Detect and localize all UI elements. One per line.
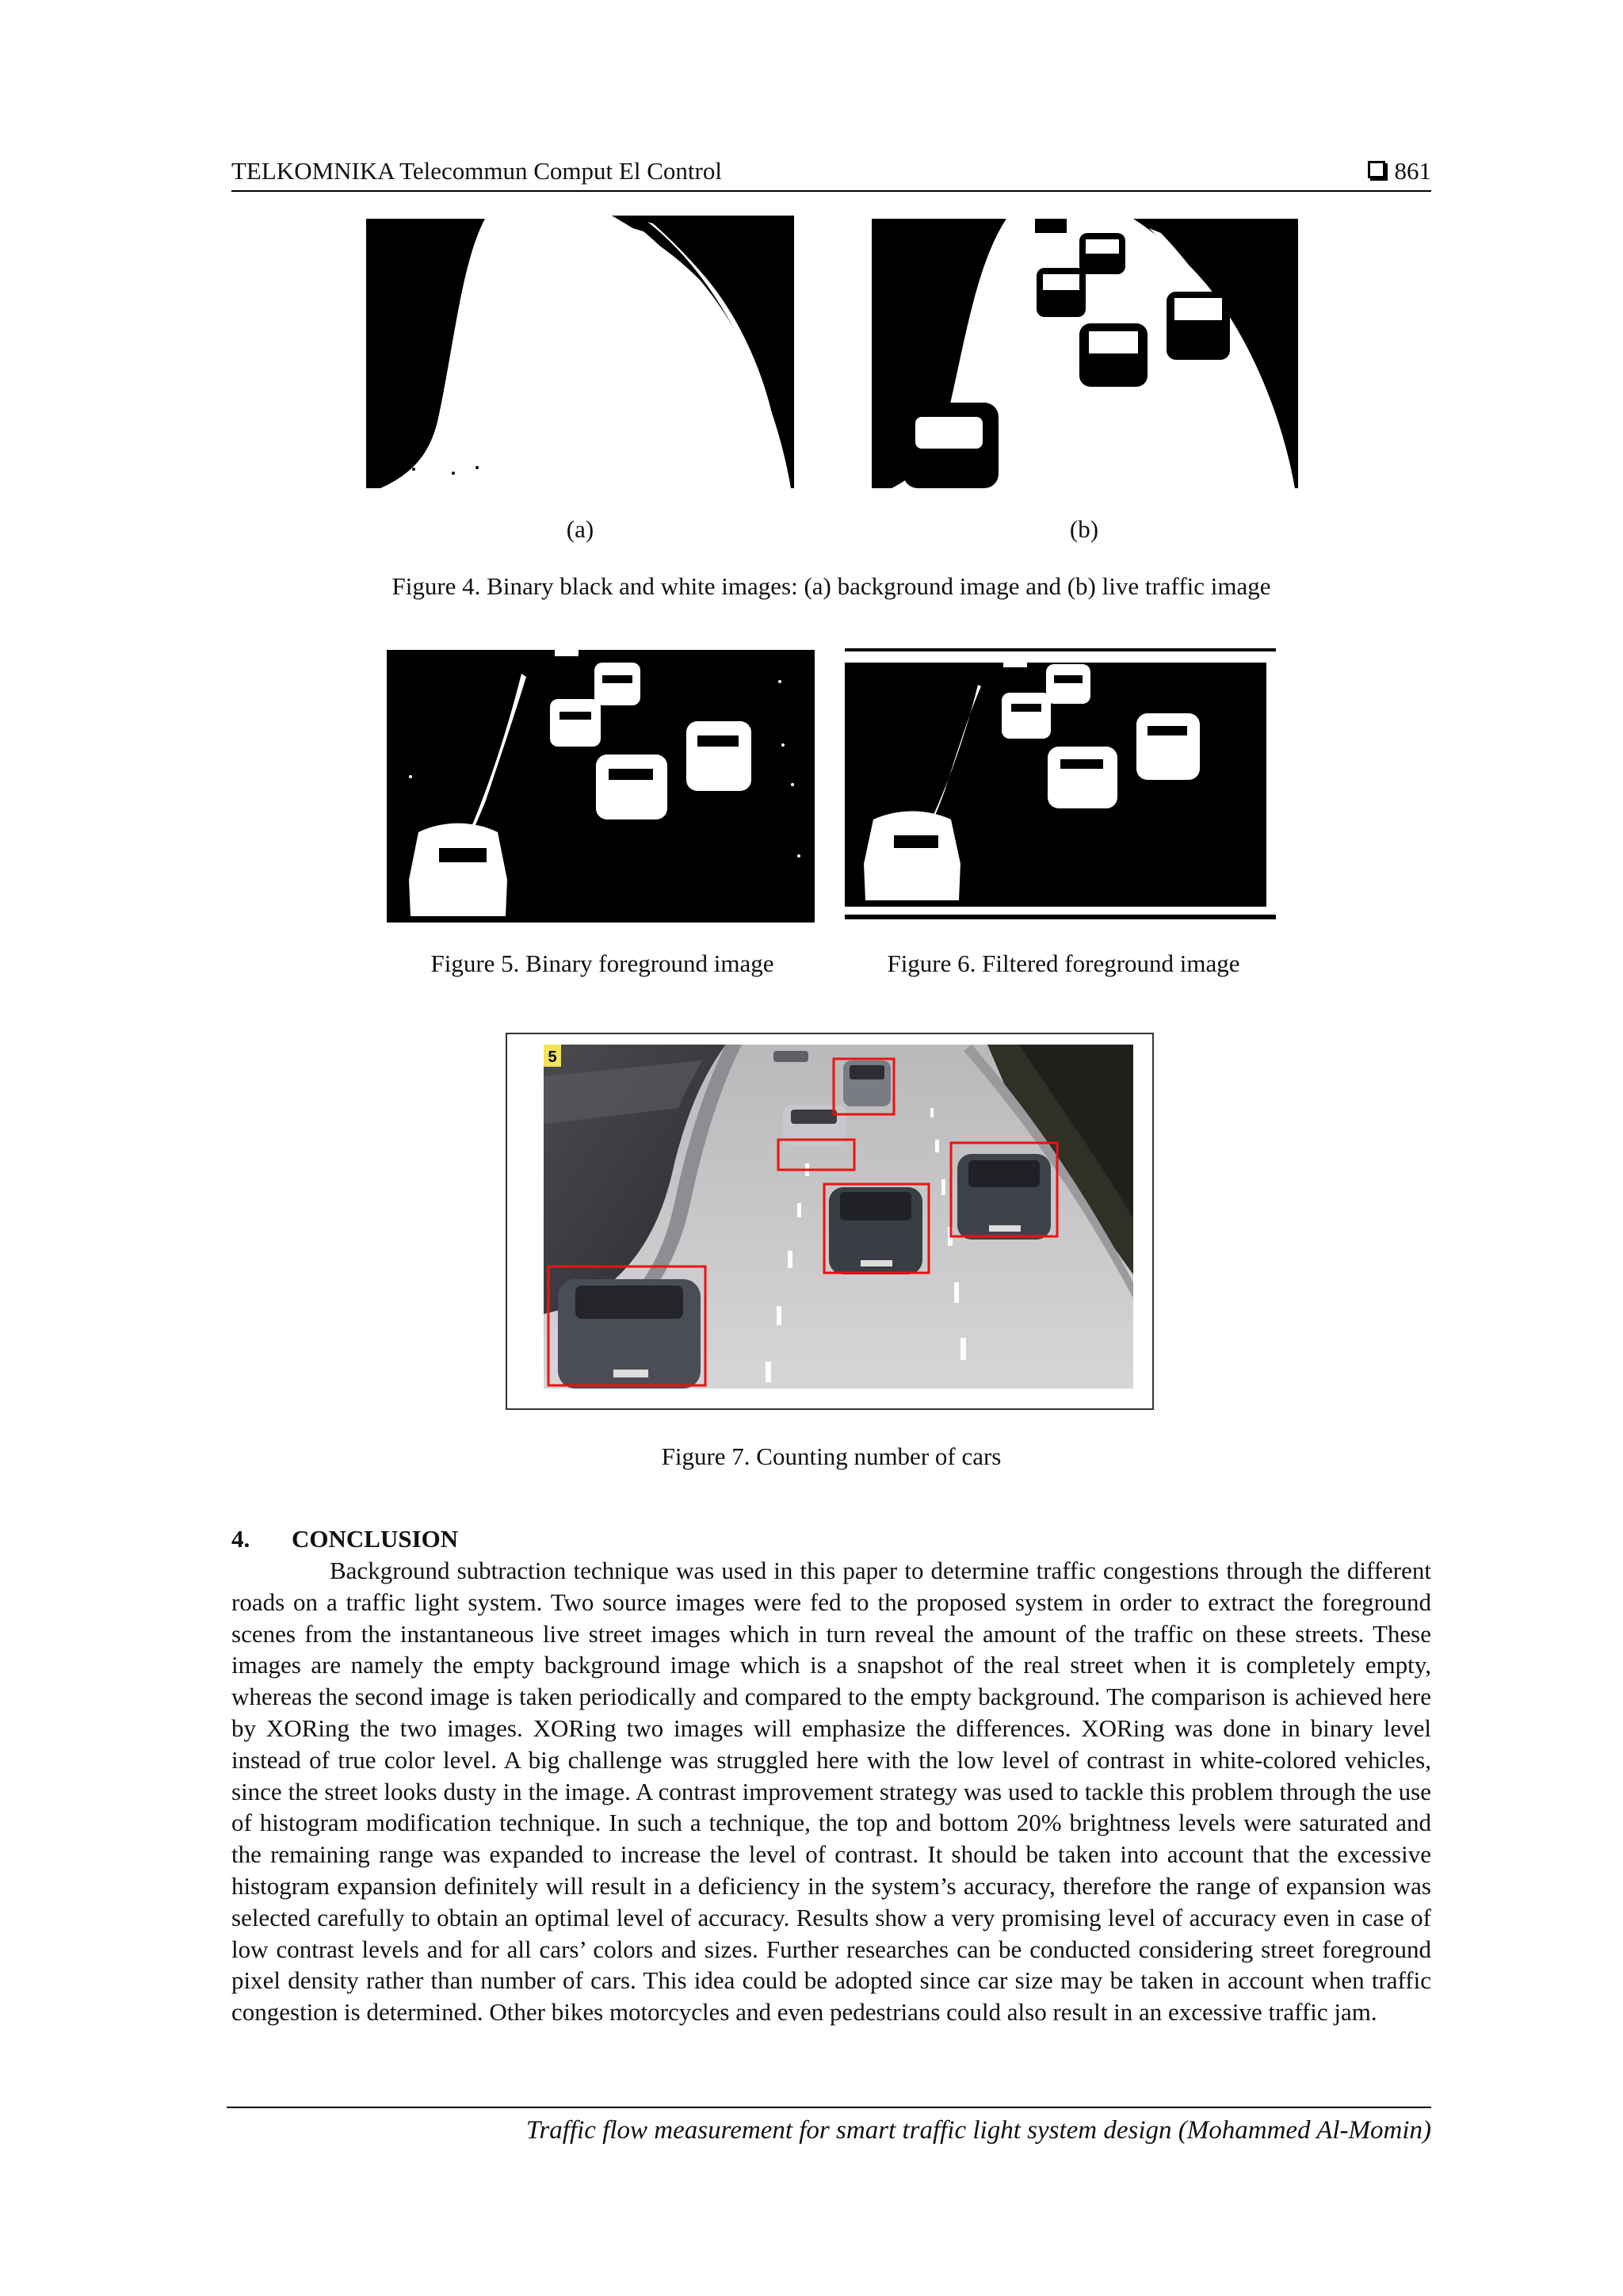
figure5-caption: Figure 5. Binary foreground image	[430, 949, 774, 977]
figure4a-label: (a)	[566, 515, 594, 543]
checkbox-square-icon	[1368, 161, 1385, 178]
figure7-caption: Figure 7. Counting number of cars	[661, 1442, 1002, 1470]
conclusion-paragraph	[231, 1555, 1431, 2028]
figure4b-label: (b)	[1069, 515, 1099, 543]
figure4b-live-traffic-image	[872, 219, 1298, 488]
running-footer	[227, 2107, 1431, 2145]
conclusion-text: Background subtraction technique was used in this paper to determine traffic congestions through the different roads on a traffic light system. Two source images were fed to the proposed system in order to extract the foreground scenes from the instantaneous live street images which in turn reveal the amount of the traffic on these streets. These images are namely the empty background image which is a snapshot of the real street when it is completely empty, whereas the second image is taken periodically and compared to the empty background. The comparison is achieved here by XORing the two images. XORing two images will emphasize the differences. XORing was done in binary level instead of true color level. A big challenge was struggled here with the low level of contrast in white-colored vehicles, since the street looks dusty in the image. A contrast improvement strategy was used to tackle this problem through the use of histogram modification technique. In such a technique, the top and bottom 20% brightness levels were saturated and the remaining range was expanded to increase the level of contrast. It should be taken into account that the excessive histogram expansion definitely will result in a deficiency in the system’s accuracy, therefore the range of expansion was selected carefully to obtain an optimal level of accuracy. Results show a very promising level of accuracy even in case of low contrast levels and for all cars’ colors and sizes. Further researches can be conducted considering street foreground pixel density rather than number of cars. This idea could be adopted since car size may be taken in account when traffic congestion is determined. Other bikes motorcycles and even pedestrians could also result in an excessive traffic jam.	[231, 1557, 1431, 2027]
section-heading	[231, 1523, 458, 1555]
running-header	[231, 155, 1431, 192]
section-number: 4.	[231, 1525, 250, 1553]
figure5-binary-foreground-image	[387, 650, 815, 923]
figure6-caption: Figure 6. Filtered foreground image	[887, 949, 1240, 977]
figure4a-background-image	[366, 216, 794, 488]
car-count-badge: 5	[548, 1049, 557, 1066]
figure6-filtered-foreground-image	[845, 648, 1276, 919]
footer-running-title: Traffic flow measurement for smart traffic light system design (Mohammed Al-Momin)	[525, 2116, 1431, 2145]
page-number: 861	[1394, 157, 1431, 185]
journal-name: TELKOMNIKA Telecommun Comput El Control	[231, 157, 722, 185]
section-title: CONCLUSION	[292, 1525, 459, 1553]
figure7-counting-cars-image	[544, 1045, 1133, 1389]
figure4-caption: Figure 4. Binary black and white images: (a) background image and (b) live traffic image	[391, 572, 1271, 600]
